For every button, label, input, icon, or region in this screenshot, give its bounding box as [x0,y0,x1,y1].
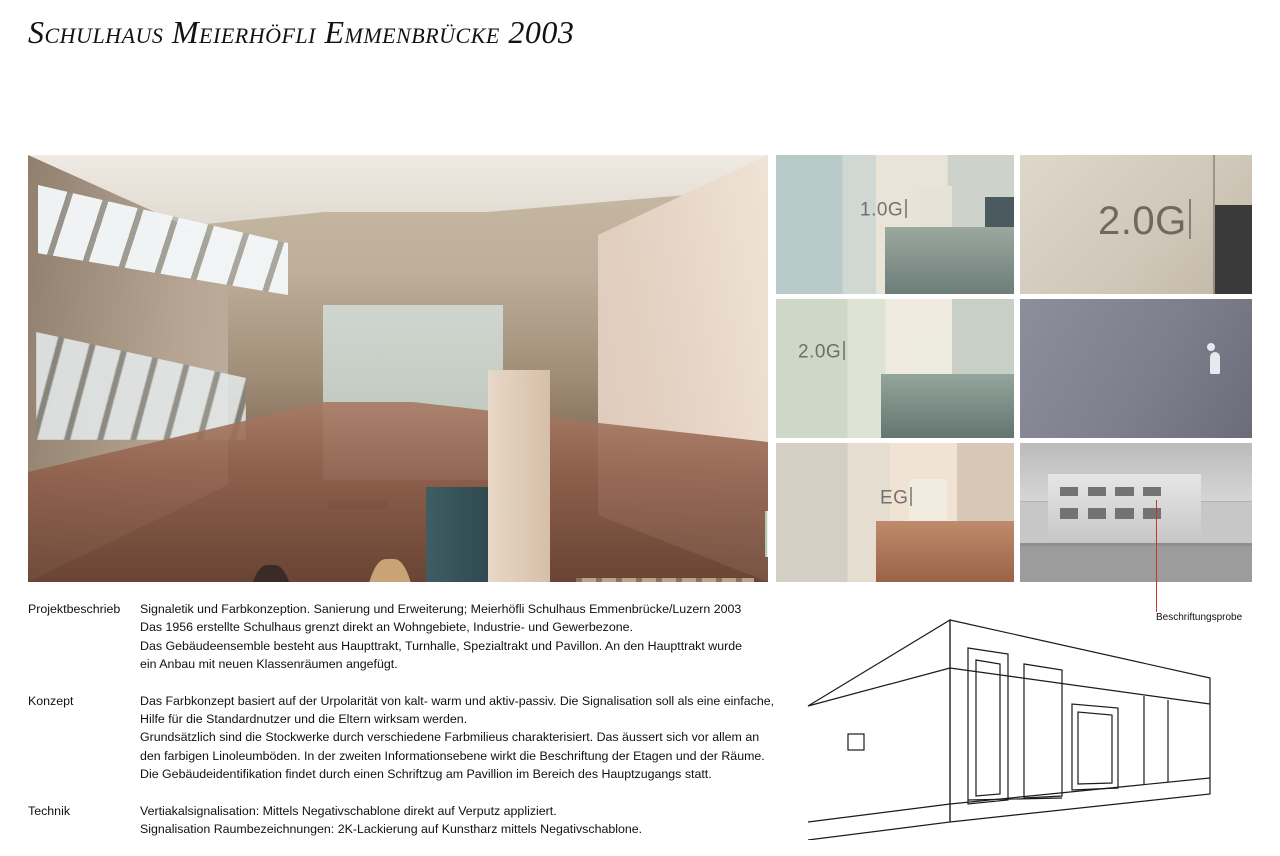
section-konzept [28,692,788,784]
section-body [140,802,788,839]
sketch-svg [800,608,1220,840]
thumb-wc [1020,299,1252,438]
thumb-pavillon [1020,443,1252,582]
section-line: Grundsätzlich sind die Stockwerke durch verschiedene Farbmilieus charakterisiert. Das äussert sich vor allem an [140,730,760,745]
section-body [140,692,788,784]
section-line: Signaletik und Farbkonzeption. Sanierung und Erweiterung; Meierhöfli Schulhaus Emmenbrücke/Luzern 2003 [140,602,742,616]
section-label: Technik [28,803,71,818]
label-stroke [910,487,912,506]
thumb-2og [776,299,1014,438]
page-title-text: Schulhaus Meierhöfli Emmenbrücke 2003 [28,14,575,50]
section-line: Signalisation Raumbezeichnungen: 2K-Lackierung auf Kunstharz mittels Negativschablone. [140,822,643,837]
corridor-scene [776,443,1014,582]
floor-label-1og [860,199,907,222]
floor-label-2og-detail [1098,199,1191,244]
floor-label-text: 2.0G [798,341,842,363]
section-line: Das Gebäudeensemble besteht aus Haupttrakt, Turnhalle, Spezialtrakt und Pavillon. An den Haupttrakt wurde [140,638,742,653]
thumb-2og-detail [1020,155,1252,294]
corridor-line-drawing [800,608,1220,840]
section-label: Projektbeschrieb [28,602,121,616]
section-projektbeschrieb [28,600,788,674]
annotation-leader-line [1156,500,1157,612]
corridor-scene [776,155,1014,294]
page-title [28,14,574,51]
door-panel [909,479,947,557]
corridor-photo [28,155,768,582]
floor-label-2og [798,341,845,364]
floor-label-text: 1.0G [860,199,904,221]
floor-label-text: 2.0G [1098,199,1187,244]
floor-label-text: EG [880,487,909,509]
wall-surface [1020,299,1252,438]
corridor-scene [776,299,1014,438]
label-stroke [843,341,845,360]
section-line: Das Farbkonzept basiert auf der Urpolarität von kalt- warm und aktiv-passiv. Die Signalisation soll als eine einfache, [140,693,775,708]
school-building [1048,474,1201,541]
ground [1020,546,1252,582]
image-gallery [28,155,1252,582]
section-line: Das 1956 erstellte Schulhaus grenzt direkt an Wohngebiete, Industrie- und Gewerbezone. [140,620,633,635]
exterior-photo [1020,443,1252,582]
section-line: Die Gebäudeidentifikation findet durch einen Schriftzug am Pavillion im Bereich des Hauptzugangs statt. [140,767,712,782]
wc-pictogram-body [1210,352,1220,374]
floor-label-eg [880,487,912,510]
section-line: Hilfe für die Standardnutzer und die Eltern wirksam werden. [140,712,468,727]
wc-pictogram-icon [1207,343,1215,351]
section-line: ein Anbau mit neuen Klassenräumen angefügt. [140,657,398,672]
corridor-door [426,487,488,582]
wall-sign [765,511,768,557]
thumb-1og [776,155,1014,294]
section-body [140,600,788,674]
door-panel [919,186,952,272]
section-technik [28,802,788,839]
coat-hooks [576,578,754,582]
dark-door [985,197,1014,264]
project-text [28,600,788,856]
label-stroke [1189,199,1191,239]
thumb-eg [776,443,1014,582]
wall-column [488,370,550,582]
section-label: Konzept [28,693,74,708]
dark-door [1215,205,1252,294]
door-panel [914,332,952,413]
section-line: Vertiakalsignalisation: Mittels Negativschablone direkt auf Verputz appliziert. [140,803,557,818]
annotation-label: Beschriftungsprobe [1156,612,1243,623]
section-line: den farbigen Linoleumböden. In der zweiten Informationsebene wirkt die Beschriftung der Etagen und der Räume. [140,748,765,763]
label-stroke [905,199,907,218]
